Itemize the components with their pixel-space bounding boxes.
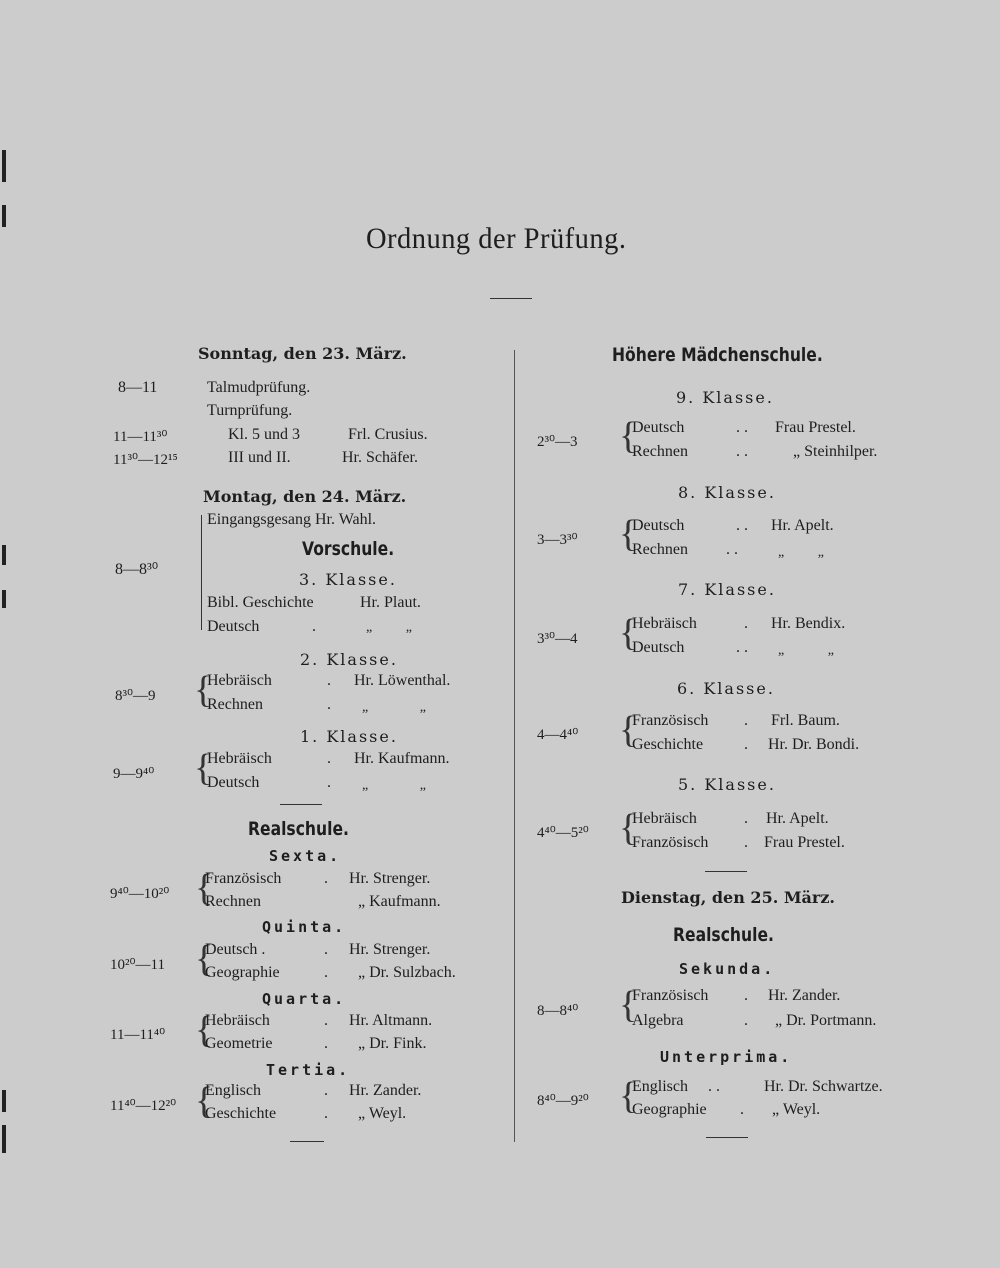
dot-leader: . . xyxy=(708,1078,720,1095)
time-slot: 9⁴⁰—10²⁰ xyxy=(110,886,170,902)
dot-leader: . xyxy=(744,1012,748,1029)
subject: Talmudprüfung. xyxy=(207,379,311,396)
time-slot: 8—11 xyxy=(118,379,158,396)
ditto-mark: „ „ xyxy=(778,545,824,560)
brace: { xyxy=(194,669,213,711)
class-heading: 7. Klasse. xyxy=(678,580,776,599)
subject: Bibl. Geschichte xyxy=(207,594,314,611)
subject: Rechnen xyxy=(205,893,261,910)
class-heading: 1. Klasse. xyxy=(300,727,398,746)
school-heading-maedchenschule: Höhere Mädchenschule. xyxy=(612,344,823,366)
subject: Deutsch xyxy=(632,639,685,656)
school-heading-realschule: Realschule. xyxy=(673,924,774,946)
dot-leader: . xyxy=(744,712,748,729)
subject: Hebräisch xyxy=(207,672,272,689)
subject: Kl. 5 und 3 xyxy=(228,426,300,443)
title-rule xyxy=(490,298,532,299)
day-heading-sonntag: Sonntag, den 23. März. xyxy=(198,344,407,363)
dot-leader: . xyxy=(324,1082,328,1099)
teacher: Hr. Zander. xyxy=(768,987,841,1004)
teacher: „ Steinhilper. xyxy=(793,443,878,460)
teacher: Hr. Schäfer. xyxy=(342,449,418,466)
opening-song: Eingangsgesang Hr. Wahl. xyxy=(207,511,377,528)
dot-leader: . xyxy=(744,987,748,1004)
class-heading: 5. Klasse. xyxy=(678,775,776,794)
time-slot: 8³⁰—9 xyxy=(115,688,156,704)
class-heading: Quarta. xyxy=(262,990,347,1008)
binding-mark xyxy=(2,1090,6,1112)
time-slot: 11³⁰—12¹⁵ xyxy=(113,452,178,468)
binding-mark xyxy=(2,150,6,182)
binding-mark xyxy=(2,1125,6,1153)
subject: Französisch xyxy=(632,834,709,851)
teacher: „ Dr. Sulzbach. xyxy=(358,964,456,981)
dot-leader: . xyxy=(744,736,748,753)
column-divider xyxy=(514,350,515,1142)
section-rule xyxy=(706,1137,748,1138)
teacher: Hr. Altmann. xyxy=(349,1012,433,1029)
dot-leader: . . xyxy=(736,443,748,460)
class-heading: 3. Klasse. xyxy=(299,570,397,589)
teacher: „ Dr. Fink. xyxy=(358,1035,427,1052)
brace: { xyxy=(619,1075,638,1117)
dot-leader: . . xyxy=(736,419,748,436)
time-slot: 8—8⁴⁰ xyxy=(537,1003,579,1019)
dot-leader: . xyxy=(744,615,748,632)
class-heading: Tertia. xyxy=(266,1061,351,1079)
brace: { xyxy=(194,747,213,789)
ditto-mark: „ „ xyxy=(362,700,426,715)
dot-leader: . xyxy=(327,696,331,713)
time-slot: 8⁴⁰—9²⁰ xyxy=(537,1093,589,1109)
teacher: „ Weyl. xyxy=(772,1101,821,1118)
teacher: Hr. Bendix. xyxy=(771,615,846,632)
brace xyxy=(201,515,202,630)
subject: Deutsch xyxy=(632,419,685,436)
dot-leader: . xyxy=(324,1105,328,1122)
class-heading: Unterprima. xyxy=(660,1048,793,1066)
subject: Französisch xyxy=(632,712,709,729)
dot-leader: . xyxy=(744,834,748,851)
dot-leader: . xyxy=(327,774,331,791)
school-heading-vorschule: Vorschule. xyxy=(302,538,395,560)
subject: Geschichte xyxy=(205,1105,277,1122)
subject: Hebräisch xyxy=(632,615,697,632)
binding-mark xyxy=(2,545,6,565)
brace: { xyxy=(619,513,638,555)
dot-leader: . xyxy=(324,1012,328,1029)
teacher: Hr. Strenger. xyxy=(349,941,431,958)
binding-mark xyxy=(2,590,6,608)
day-heading-montag: Montag, den 24. März. xyxy=(203,487,407,506)
time-slot: 10²⁰—11 xyxy=(110,957,165,973)
teacher: Hr. Dr. Schwartze. xyxy=(764,1078,883,1095)
time-slot: 11—11⁴⁰ xyxy=(110,1027,166,1043)
teacher: Hr. Apelt. xyxy=(771,517,834,534)
class-heading: Sekunda. xyxy=(679,960,776,978)
brace: { xyxy=(619,807,638,849)
subject: Geometrie xyxy=(205,1035,273,1052)
subject: Hebräisch xyxy=(205,1012,270,1029)
brace: { xyxy=(195,867,214,909)
subject: Deutsch xyxy=(632,517,685,534)
teacher: Hr. Plaut. xyxy=(360,594,421,611)
ditto-mark: „ „ xyxy=(362,778,426,793)
ditto-mark: „ „ xyxy=(366,620,412,635)
subject: Englisch xyxy=(632,1078,688,1095)
dot-leader: . xyxy=(327,750,331,767)
dot-leader: . xyxy=(324,1035,328,1052)
teacher: „ Dr. Portmann. xyxy=(775,1012,877,1029)
dot-leader: . xyxy=(744,810,748,827)
dot-leader: . xyxy=(327,672,331,689)
subject: Deutsch . xyxy=(205,941,266,958)
class-heading: 6. Klasse. xyxy=(677,679,775,698)
class-heading: 9. Klasse. xyxy=(676,388,774,407)
teacher: Hr. Kaufmann. xyxy=(354,750,450,767)
dot-leader: . . xyxy=(736,639,748,656)
brace: { xyxy=(195,1080,214,1122)
subject: Geschichte xyxy=(632,736,704,753)
subject: Geographie xyxy=(632,1101,707,1118)
dot-leader: . xyxy=(324,964,328,981)
teacher: Hr. Löwenthal. xyxy=(354,672,451,689)
day-heading-dienstag: Dienstag, den 25. März. xyxy=(621,888,835,907)
time-slot: 4⁴⁰—5²⁰ xyxy=(537,825,589,841)
time-slot: 11—11³⁰ xyxy=(113,429,168,445)
page-title: Ordnung der Prüfung. xyxy=(366,222,627,255)
subject: Rechnen xyxy=(207,696,263,713)
teacher: Frau Prestel. xyxy=(764,834,845,851)
binding-mark xyxy=(2,205,6,227)
school-heading-realschule: Realschule. xyxy=(248,818,349,840)
subject: Französisch xyxy=(205,870,282,887)
teacher: „ Kaufmann. xyxy=(358,893,441,910)
subject: Deutsch xyxy=(207,774,260,791)
dot-leader: . xyxy=(740,1101,744,1118)
dot-leader: . . xyxy=(736,517,748,534)
brace: { xyxy=(619,984,638,1026)
time-slot: 3—3³⁰ xyxy=(537,532,578,548)
teacher: Frau Prestel. xyxy=(775,419,856,436)
subject: Rechnen xyxy=(632,443,688,460)
subject: Deutsch xyxy=(207,618,260,635)
class-heading: 8. Klasse. xyxy=(678,483,776,502)
subject: Hebräisch xyxy=(632,810,697,827)
subject: Hebräisch xyxy=(207,750,272,767)
teacher: Hr. Zander. xyxy=(349,1082,422,1099)
subject: Rechnen xyxy=(632,541,688,558)
brace: { xyxy=(619,415,638,457)
dot-leader: . xyxy=(324,870,328,887)
subject: Französisch xyxy=(632,987,709,1004)
teacher: Hr. Apelt. xyxy=(766,810,829,827)
brace: { xyxy=(619,612,638,654)
subject: Englisch xyxy=(205,1082,261,1099)
subject: III und II. xyxy=(228,449,291,466)
time-slot: 11⁴⁰—12²⁰ xyxy=(110,1098,177,1114)
teacher: Hr. Strenger. xyxy=(349,870,431,887)
subject: Algebra xyxy=(632,1012,684,1029)
dot-leader: . xyxy=(324,941,328,958)
teacher: Frl. Baum. xyxy=(771,712,840,729)
time-slot: 2³⁰—3 xyxy=(537,434,578,450)
ditto-mark: „ „ xyxy=(778,643,834,658)
dot-leader: . xyxy=(312,618,316,635)
section-rule xyxy=(280,804,322,805)
teacher: „ Weyl. xyxy=(358,1105,407,1122)
subject: Turnprüfung. xyxy=(207,402,293,419)
teacher: Hr. Dr. Bondi. xyxy=(768,736,860,753)
class-heading: Quinta. xyxy=(262,918,347,936)
time-slot: 9—9⁴⁰ xyxy=(113,766,155,782)
time-slot: 3³⁰—4 xyxy=(537,631,578,647)
dot-leader: . . xyxy=(726,541,738,558)
section-rule xyxy=(290,1141,324,1142)
section-rule xyxy=(705,871,747,872)
class-heading: Sexta. xyxy=(269,847,342,865)
brace: { xyxy=(195,1009,214,1051)
brace: { xyxy=(195,938,214,980)
subject: Geographie xyxy=(205,964,280,981)
brace: { xyxy=(619,709,638,751)
teacher: Frl. Crusius. xyxy=(348,426,428,443)
time-slot: 4—4⁴⁰ xyxy=(537,727,579,743)
class-heading: 2. Klasse. xyxy=(300,650,398,669)
time-slot: 8—8³⁰ xyxy=(115,561,159,578)
